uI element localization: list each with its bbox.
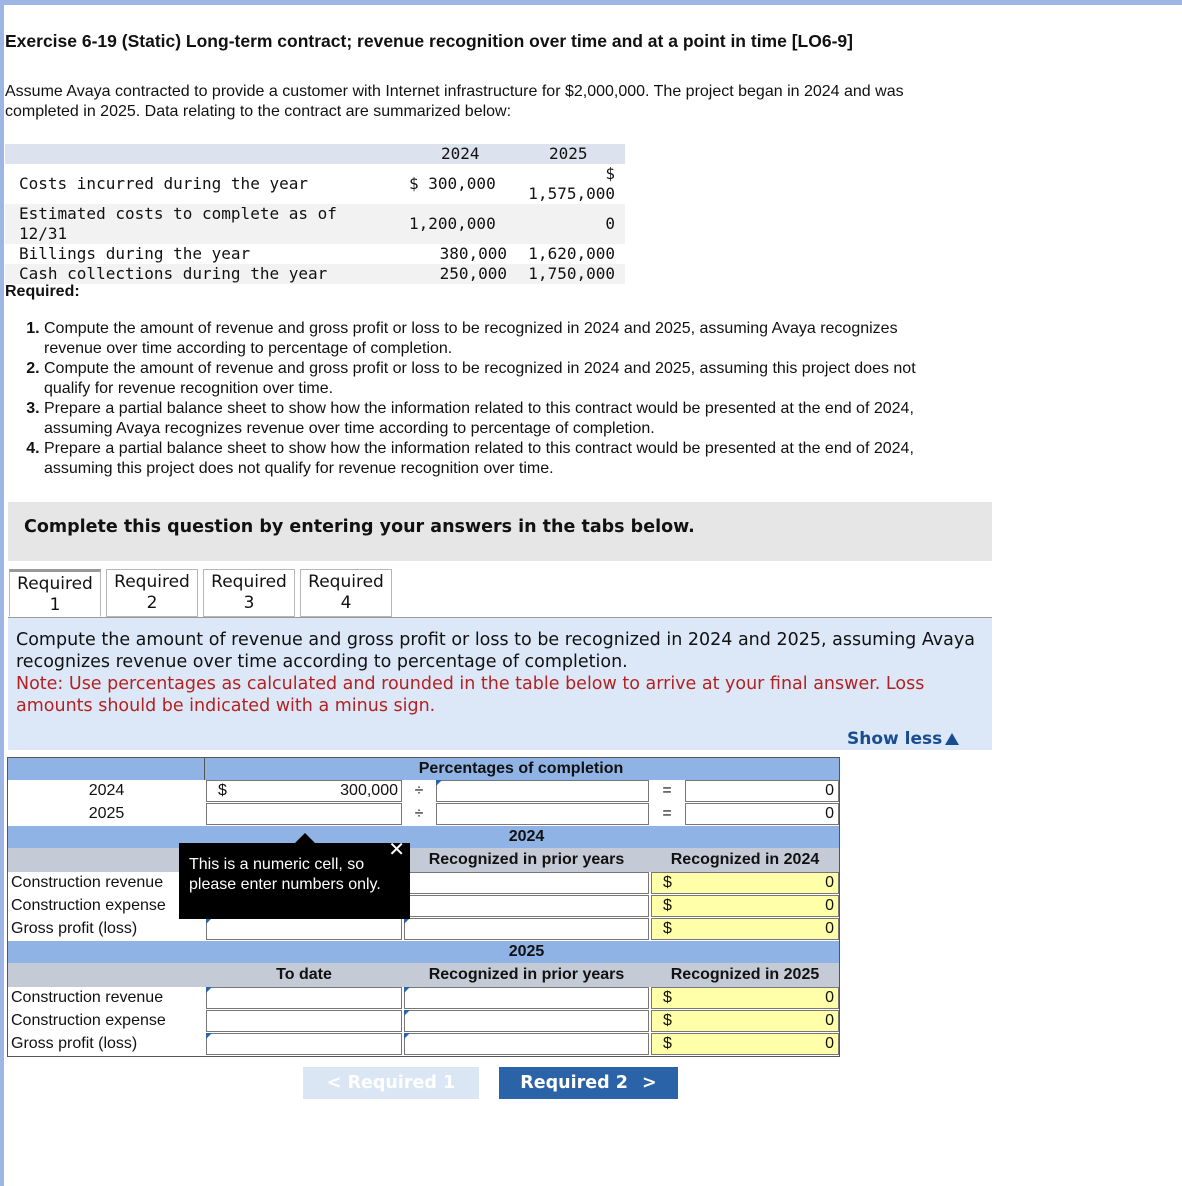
- row-gross-profit: Gross profit (loss): [11, 1035, 138, 1052]
- section-2024-year: 2024: [508, 828, 545, 845]
- requirement-item: 3. Prepare a partial balance sheet to show how the information related to this contract would be presented at the end of 2024, assuming Avaya recognizes revenue over time according to percentage of completion.: [44, 399, 930, 439]
- dollar-sign: $: [663, 920, 672, 937]
- input-flag-icon: [404, 1010, 410, 1016]
- dollar-sign: $: [663, 1035, 672, 1052]
- value: 0: [825, 1035, 834, 1052]
- divide-icon: ÷: [414, 805, 424, 822]
- question-instruction: [16, 629, 976, 717]
- row-construction-expense: Construction expense: [11, 1012, 166, 1029]
- cell-2024: $ 300,000: [409, 174, 496, 193]
- tab-required-2[interactable]: [106, 569, 198, 617]
- pct-2025-denominator-input[interactable]: [436, 803, 649, 825]
- pct-2024-result-value: 0: [825, 782, 834, 799]
- header-2025: 2025: [549, 144, 588, 163]
- requirement-item: 4. Prepare a partial balance sheet to show how the information related to this contract would be presented at the end of 2024, assuming this project does not qualify for revenue recognition over time.: [44, 439, 930, 479]
- input-2025-expense-todate[interactable]: [206, 1010, 402, 1032]
- cell-2024: 1,200,000: [409, 214, 496, 233]
- note-text: Note: Use percentages as calculated and rounded in the table below to arrive at your final answer. Loss amounts should be indicated with a minus sign.: [16, 674, 925, 716]
- tooltip-arrow: [295, 833, 315, 843]
- intro-text: Assume Avaya contracted to provide a customer with Internet infrastructure for $2,000,000. The project began in 2024 and was completed in 2025. Data relating to the contract are summarized below:: [5, 83, 904, 120]
- pct-header: Percentages of completion: [418, 760, 624, 777]
- left-rule: [0, 0, 4, 1186]
- col-recognized-2025: Recognized in 2025: [670, 966, 820, 983]
- instruction-banner: [8, 502, 992, 561]
- dollar-sign: $: [663, 897, 672, 914]
- col-to-date: To date: [276, 966, 332, 983]
- equals-icon: =: [662, 805, 672, 822]
- next-required-button[interactable]: [499, 1067, 678, 1099]
- divider: [8, 758, 205, 780]
- col-recognized-2024: Recognized in 2024: [670, 851, 820, 868]
- value: 0: [825, 1012, 834, 1029]
- prev-label: Required 1: [347, 1073, 456, 1093]
- dollar-sign: $: [663, 874, 672, 891]
- cell-2025-dollar: $: [605, 164, 615, 183]
- cell-2024: 380,000: [439, 244, 507, 263]
- dollar-sign: $: [218, 782, 227, 799]
- pct-2024-numerator-value: 300,000: [340, 782, 398, 799]
- tab-required-3[interactable]: [203, 569, 295, 617]
- section-2025-year: 2025: [508, 943, 545, 960]
- dollar-sign: $: [663, 989, 672, 1006]
- cell-2025: 1,575,000: [528, 184, 615, 203]
- row-construction-revenue: Construction revenue: [11, 989, 164, 1006]
- close-icon[interactable]: ✕: [388, 839, 405, 861]
- col-recognized-prior: Recognized in prior years: [428, 851, 625, 868]
- row-construction-expense: Construction expense: [11, 897, 166, 914]
- header-2024: 2024: [441, 144, 480, 163]
- triangle-up-icon: [945, 733, 959, 745]
- pct-year-2025: 2025: [88, 805, 125, 822]
- requirement-item: 1. Compute the amount of revenue and gross profit or loss to be recognized in 2024 and 2025, assuming Avaya recognizes revenue over time according to percentage of completion.: [44, 319, 930, 359]
- cell-2025: 0: [605, 214, 615, 233]
- value: 0: [825, 874, 834, 891]
- input-flag-icon: [404, 1033, 410, 1039]
- value: 0: [825, 897, 834, 914]
- required-label: Required:: [5, 283, 80, 300]
- input-2025-revenue-prior[interactable]: [404, 987, 649, 1009]
- row-gross-profit: Gross profit (loss): [11, 920, 138, 937]
- input-2024-expense-prior[interactable]: [404, 895, 649, 917]
- tab-label: Required: [114, 572, 190, 592]
- input-flag-icon: [436, 780, 442, 786]
- equals-icon: =: [662, 782, 672, 799]
- input-flag-icon: [206, 1033, 212, 1039]
- row-construction-revenue: Construction revenue: [11, 874, 164, 891]
- tab-number: 2: [146, 593, 158, 613]
- cell-2025: 1,750,000: [528, 264, 615, 283]
- show-less-label: Show less: [847, 729, 943, 749]
- row-label-cont: 12/31: [19, 224, 68, 243]
- tab-label: Required: [17, 574, 93, 594]
- input-2024-revenue-prior[interactable]: [404, 872, 649, 894]
- exercise-title: Exercise 6-19 (Static) Long-term contract; revenue recognition over time and at a point in time [LO6-9]: [5, 31, 853, 51]
- input-2024-gross-todate[interactable]: [206, 918, 402, 940]
- tooltip-text: This is a numeric cell, so please enter numbers only.: [189, 856, 381, 893]
- chevron-left-icon: <: [326, 1073, 342, 1093]
- tab-number: 4: [340, 593, 352, 613]
- cell-2025: 1,620,000: [528, 244, 615, 263]
- input-2025-revenue-todate[interactable]: [206, 987, 402, 1009]
- tab-label: Required: [211, 572, 287, 592]
- input-2025-gross-prior[interactable]: [404, 1033, 649, 1055]
- chevron-right-icon: >: [642, 1073, 657, 1093]
- row-label: Cash collections during the year: [19, 264, 328, 283]
- divide-icon: ÷: [414, 782, 424, 799]
- input-flag-icon: [206, 987, 212, 993]
- pct-2024-denominator-input[interactable]: [436, 780, 649, 802]
- row-label: Costs incurred during the year: [19, 174, 308, 193]
- question-panel: [8, 618, 992, 750]
- cell-2024: 250,000: [439, 264, 507, 283]
- pct-2025-numerator-input[interactable]: [206, 803, 402, 825]
- input-2025-gross-todate[interactable]: [206, 1033, 402, 1055]
- value: 0: [825, 989, 834, 1006]
- row-label: Billings during the year: [19, 244, 251, 263]
- tab-number: 1: [49, 595, 61, 615]
- instruction-text: Compute the amount of revenue and gross profit or loss to be recognized in 2024 and 2025, assuming Avaya recognizes revenue over time according to percentage of completion.: [16, 630, 975, 672]
- top-rule: [0, 0, 1182, 5]
- banner-text: Complete this question by entering your answers in the tabs below.: [24, 517, 695, 537]
- numeric-cell-tooltip: [179, 839, 410, 919]
- input-flag-icon: [404, 987, 410, 993]
- tab-label: Required: [308, 572, 384, 592]
- pct-year-2024: 2024: [88, 782, 125, 799]
- pct-2025-result-value: 0: [825, 805, 834, 822]
- dollar-sign: $: [663, 1012, 672, 1029]
- col-recognized-prior: Recognized in prior years: [428, 966, 625, 983]
- prev-required-button[interactable]: [303, 1067, 479, 1099]
- next-label: Required 2: [520, 1073, 628, 1093]
- input-2025-expense-prior[interactable]: [404, 1010, 649, 1032]
- requirements-list: [0, 319, 930, 479]
- tab-number: 3: [243, 593, 255, 613]
- tab-required-1[interactable]: [9, 569, 101, 617]
- value: 0: [825, 920, 834, 937]
- tab-required-4[interactable]: [300, 569, 392, 617]
- requirement-item: 2. Compute the amount of revenue and gross profit or loss to be recognized in 2024 and 2025, assuming this project does not qualify for revenue recognition over time.: [44, 359, 930, 399]
- input-2024-gross-prior[interactable]: [404, 918, 649, 940]
- show-less-toggle[interactable]: [847, 729, 959, 749]
- row-label: Estimated costs to complete as of: [19, 204, 337, 223]
- table-header-row: [5, 144, 625, 164]
